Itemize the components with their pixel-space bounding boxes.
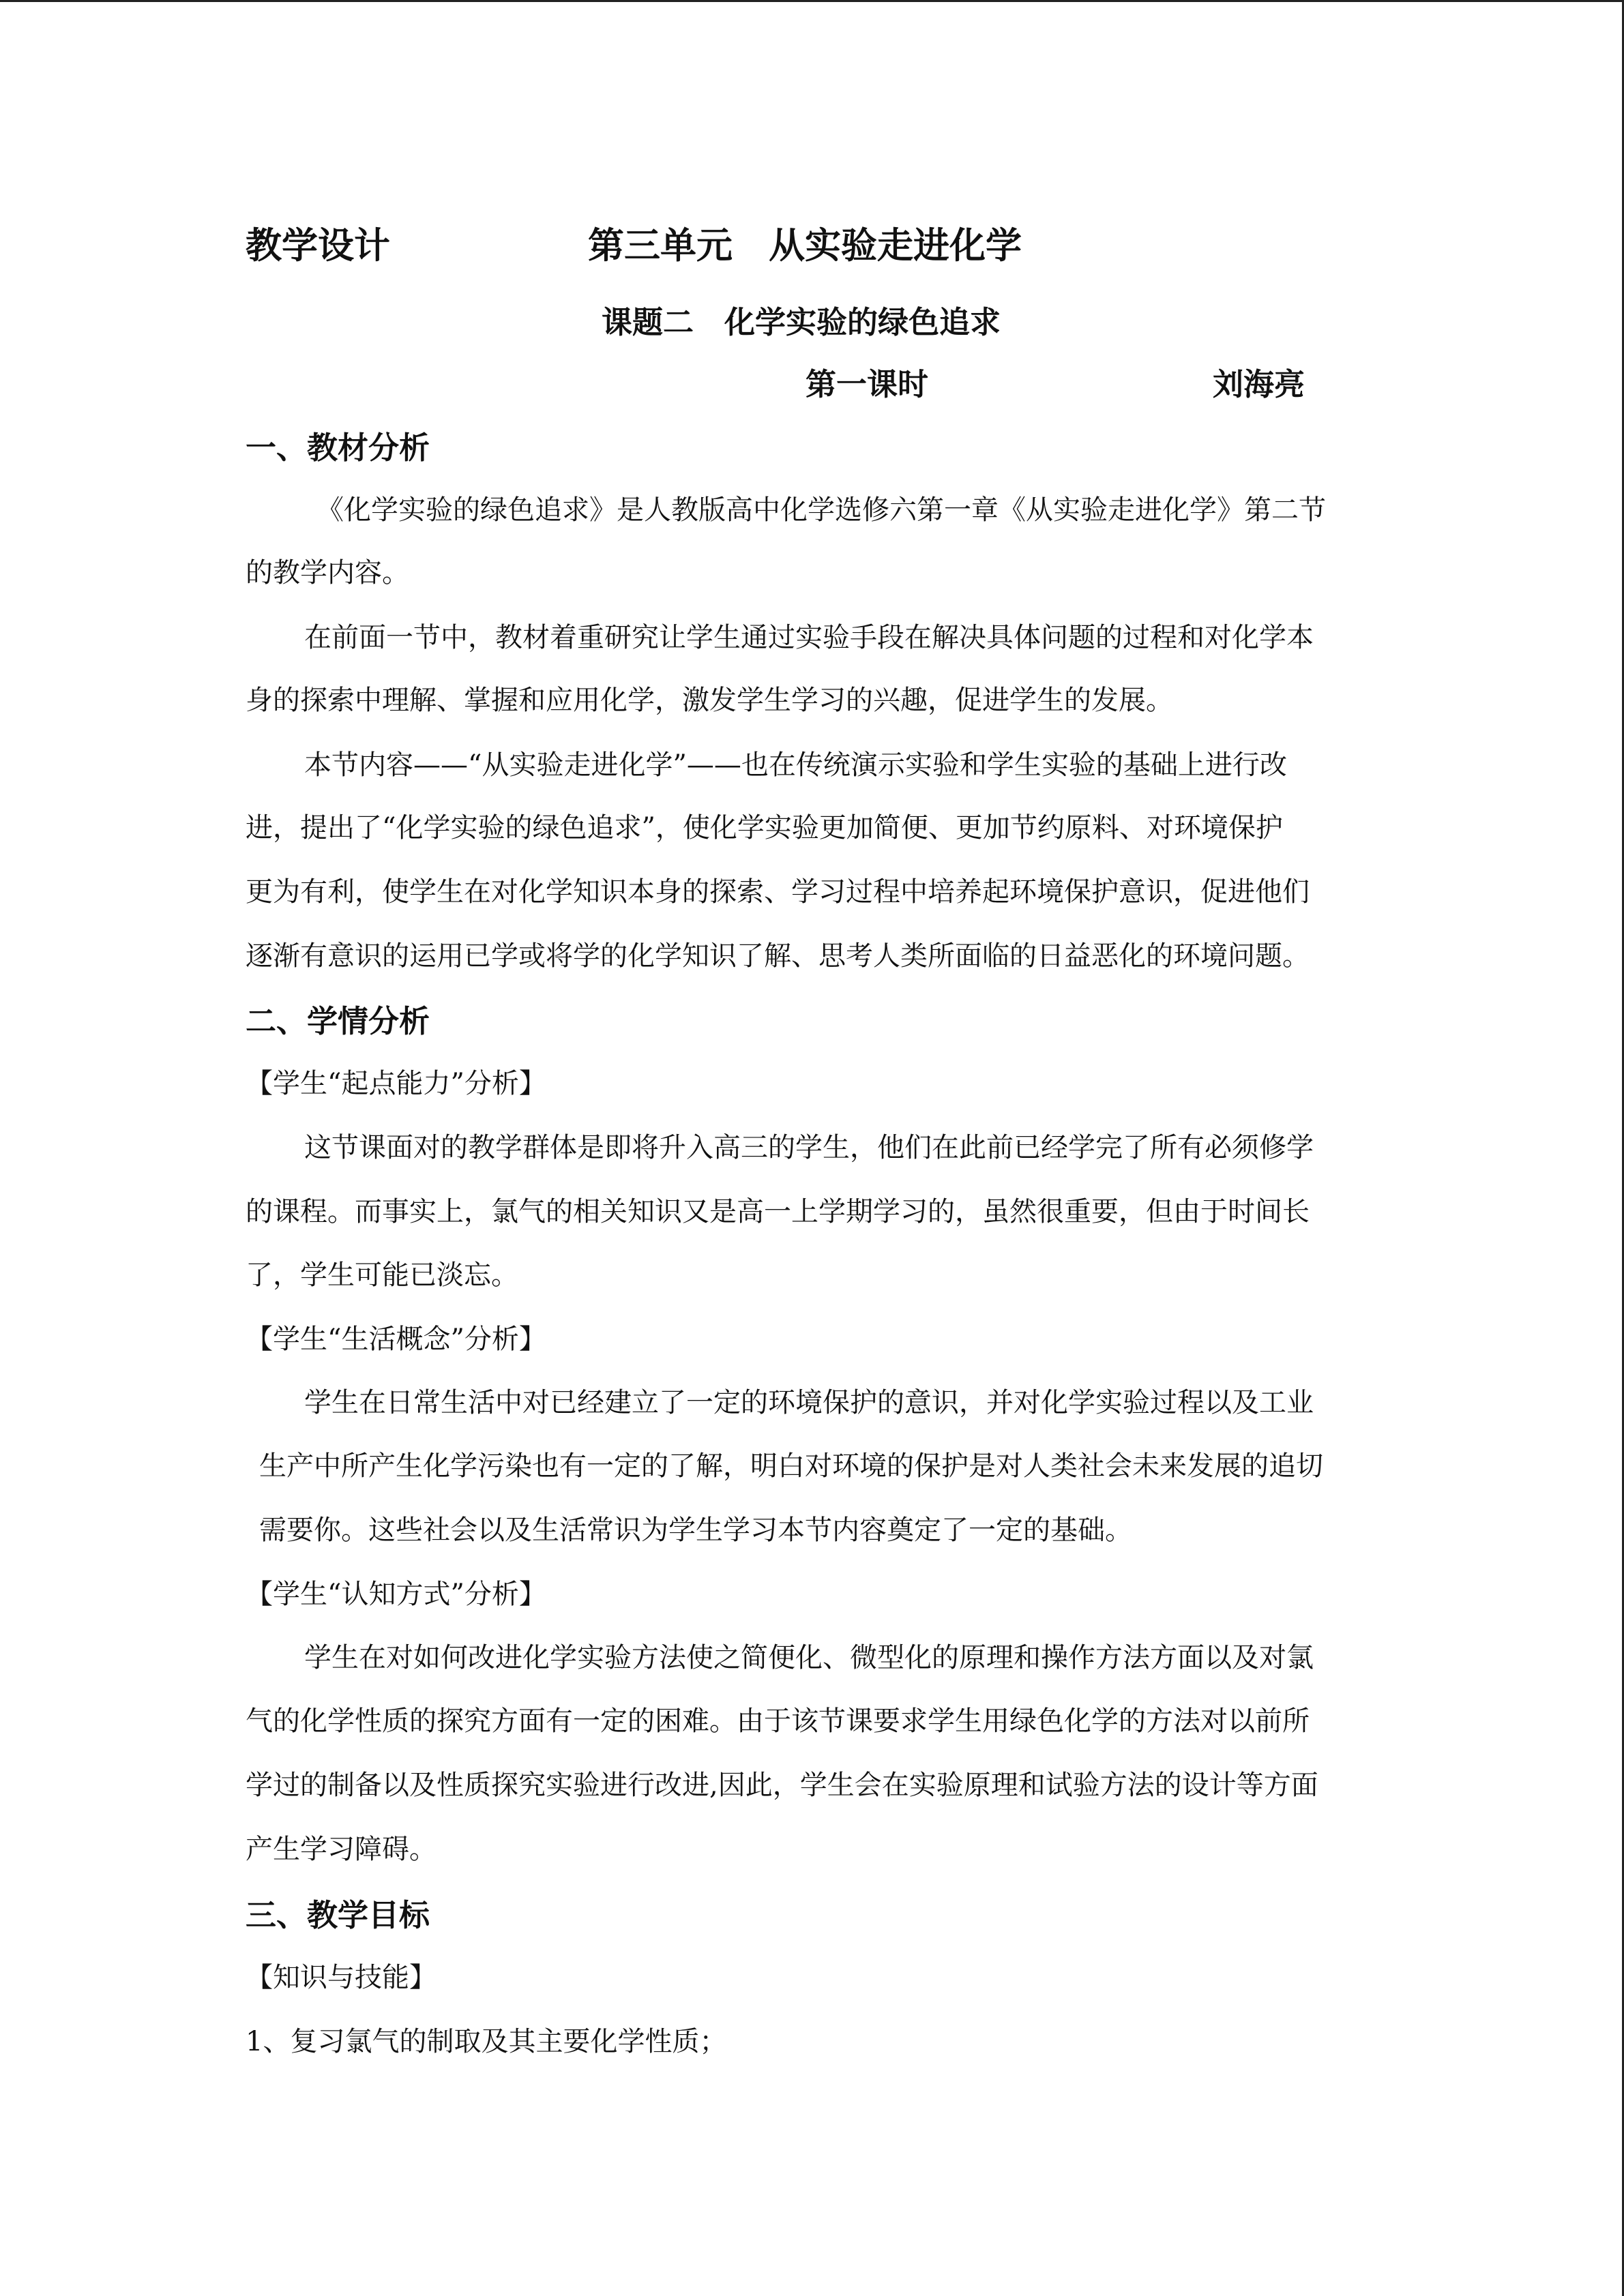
paragraph-line: 学过的制备以及性质探究实验进行改进,因此，学生会在实验原理和试验方法的设计等方面 bbox=[246, 1770, 1318, 1801]
period-label: 第一课时 bbox=[806, 366, 929, 402]
paragraph-line: 《化学实验的绿色追求》是人教版高中化学选修六第一章《从实验走进化学》第二节 bbox=[316, 494, 1326, 526]
unit-title: 第三单元 从实验走进化学 bbox=[588, 225, 1022, 267]
doc-label: 教学设计 bbox=[246, 225, 390, 267]
paragraph-line: 需要你。这些社会以及生活常识为学生学习本节内容奠定了一定的基础。 bbox=[259, 1515, 1132, 1546]
subsection-label: 【学生“生活概念”分析】 bbox=[246, 1324, 546, 1355]
paragraph-line: 这节课面对的教学群体是即将升入高三的学生，他们在此前已经学完了所有必须修学 bbox=[304, 1132, 1314, 1163]
paragraph-line: 的教学内容。 bbox=[246, 557, 409, 588]
topic-title: 课题二 化学实验的绿色追求 bbox=[602, 304, 1001, 340]
paragraph-line: 在前面一节中，教材着重研究让学生通过实验手段在解决具体问题的过程和对化学本 bbox=[304, 622, 1314, 653]
author-name: 刘海亮 bbox=[1213, 366, 1305, 402]
list-item: 1、复习氯气的制取及其主要化学性质； bbox=[246, 2026, 727, 2057]
paragraph-line: 气的化学性质的探究方面有一定的困难。由于该节课要求学生用绿色化学的方法对以前所 bbox=[246, 1705, 1310, 1737]
page-border-top bbox=[0, 0, 1624, 2]
paragraph-line: 本节内容——“从实验走进化学”——也在传统演示实验和学生实验的基础上进行改 bbox=[304, 749, 1287, 781]
subsection-label: 【学生“认知方式”分析】 bbox=[246, 1579, 546, 1610]
section-heading: 一、教材分析 bbox=[246, 430, 430, 466]
section-heading: 二、学情分析 bbox=[246, 1003, 430, 1039]
paragraph-line: 身的探索中理解、掌握和应用化学，激发学生学习的兴趣，促进学生的发展。 bbox=[246, 685, 1173, 716]
paragraph-line: 产生学习障碍。 bbox=[246, 1834, 437, 1865]
paragraph-line: 学生在日常生活中对已经建立了一定的环境保护的意识，并对化学实验过程以及工业 bbox=[304, 1387, 1314, 1418]
section-heading: 三、教学目标 bbox=[246, 1897, 430, 1933]
paragraph-line: 进，提出了“化学实验的绿色追求”，使化学实验更加简便、更加节约原料、对环境保护 bbox=[246, 812, 1283, 844]
subsection-label: 【知识与技能】 bbox=[246, 1962, 437, 1993]
paragraph-line: 更为有利，使学生在对化学知识本身的探索、学习过程中培养起环境保护意识，促进他们 bbox=[246, 876, 1310, 908]
paragraph-line: 逐渐有意识的运用已学或将学的化学知识了解、思考人类所面临的日益恶化的环境问题。 bbox=[246, 940, 1310, 972]
paragraph-line: 了，学生可能已淡忘。 bbox=[246, 1259, 518, 1291]
paragraph-line: 的课程。而事实上，氯气的相关知识又是高一上学期学习的，虽然很重要，但由于时间长 bbox=[246, 1196, 1310, 1227]
subsection-label: 【学生“起点能力”分析】 bbox=[246, 1068, 546, 1099]
paragraph-line: 生产中所产生化学污染也有一定的了解，明白对环境的保护是对人类社会未来发展的追切 bbox=[259, 1450, 1323, 1482]
paragraph-line: 学生在对如何改进化学实验方法使之简便化、微型化的原理和操作方法方面以及对氯 bbox=[304, 1642, 1314, 1673]
